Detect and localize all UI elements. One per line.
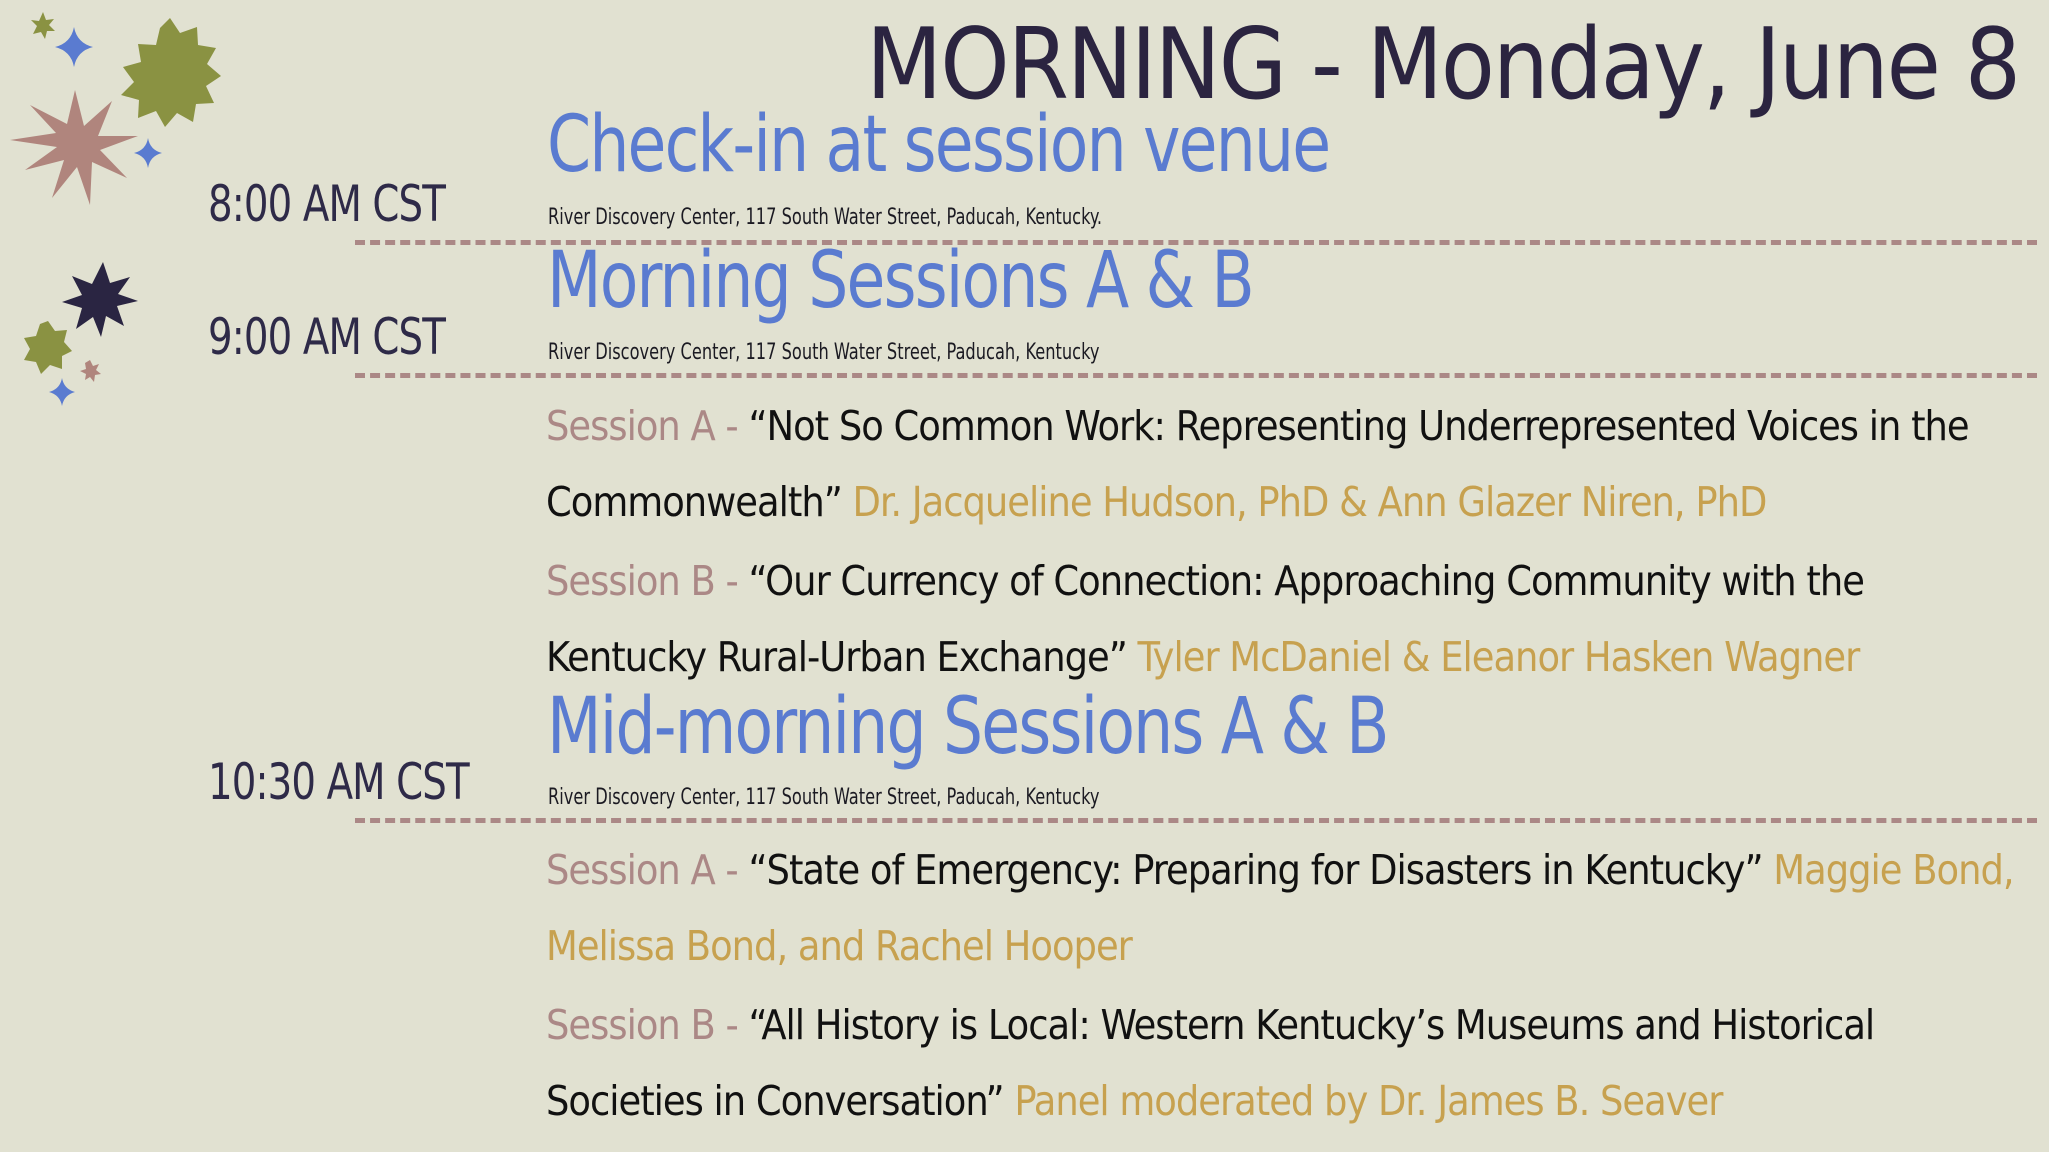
session-title: “Not So Common Work: Representing Underrepresented Voices in the Commonwealth” — [546, 402, 1969, 526]
starburst-icon — [24, 321, 72, 374]
venue-text: River Discovery Center, 117 South Water Street, Paducah, Kentucky — [548, 785, 1100, 810]
dashed-divider — [355, 818, 2037, 823]
time-label: 8:00 AM CST — [208, 175, 446, 233]
event-heading: Morning Sessions A & B — [547, 236, 1253, 326]
sparkle-star-icon — [55, 27, 93, 67]
venue-text: River Discovery Center, 117 South Water Street, Paducah, Kentucky — [548, 340, 1100, 365]
session-label: Session B - — [546, 557, 749, 605]
decorative-stars — [0, 0, 240, 420]
session-entry — [546, 987, 2026, 1139]
time-label: 9:00 AM CST — [208, 308, 446, 366]
session-label: Session B - — [546, 1001, 749, 1049]
session-speakers: Panel moderated by Dr. James B. Seaver — [1014, 1077, 1723, 1125]
session-speakers: Dr. Jacqueline Hudson, PhD & Ann Glazer Niren, PhD — [852, 478, 1767, 526]
session-title: “All History is Local: Western Kentucky’s Museums and Historical Societies in Conversation” — [546, 1001, 1875, 1125]
session-title: “Our Currency of Connection: Approaching Community with the Kentucky Rural-Urban Exchange” — [546, 557, 1864, 681]
page-title: MORNING - Monday, June 8 — [866, 8, 2019, 122]
time-label: 10:30 AM CST — [208, 753, 469, 811]
starburst-icon — [121, 18, 221, 127]
venue-text: River Discovery Center, 117 South Water Street, Paducah, Kentucky. — [548, 205, 1103, 230]
session-label: Session A - — [546, 846, 749, 894]
session-entry — [546, 388, 2026, 540]
starburst-icon — [80, 360, 101, 382]
event-heading: Mid-morning Sessions A & B — [547, 682, 1388, 772]
session-title: “State of Emergency: Preparing for Disasters in Kentucky” — [748, 846, 1774, 894]
sparkle-star-icon — [134, 138, 162, 168]
dashed-divider — [355, 373, 2037, 378]
session-entry — [546, 832, 2026, 984]
session-speakers: Tyler McDaniel & Eleanor Hasken Wagner — [1137, 633, 1860, 681]
session-label: Session A - — [546, 402, 749, 450]
session-entry — [546, 543, 2026, 695]
event-heading: Check-in at session venue — [547, 100, 1330, 190]
starburst-icon — [62, 262, 138, 337]
starburst-icon — [10, 90, 138, 205]
sparkle-star-icon — [49, 378, 75, 406]
starburst-icon — [31, 12, 55, 39]
session-speakers: Maggie Bond, Melissa Bond, and Rachel Hooper — [546, 846, 2014, 970]
